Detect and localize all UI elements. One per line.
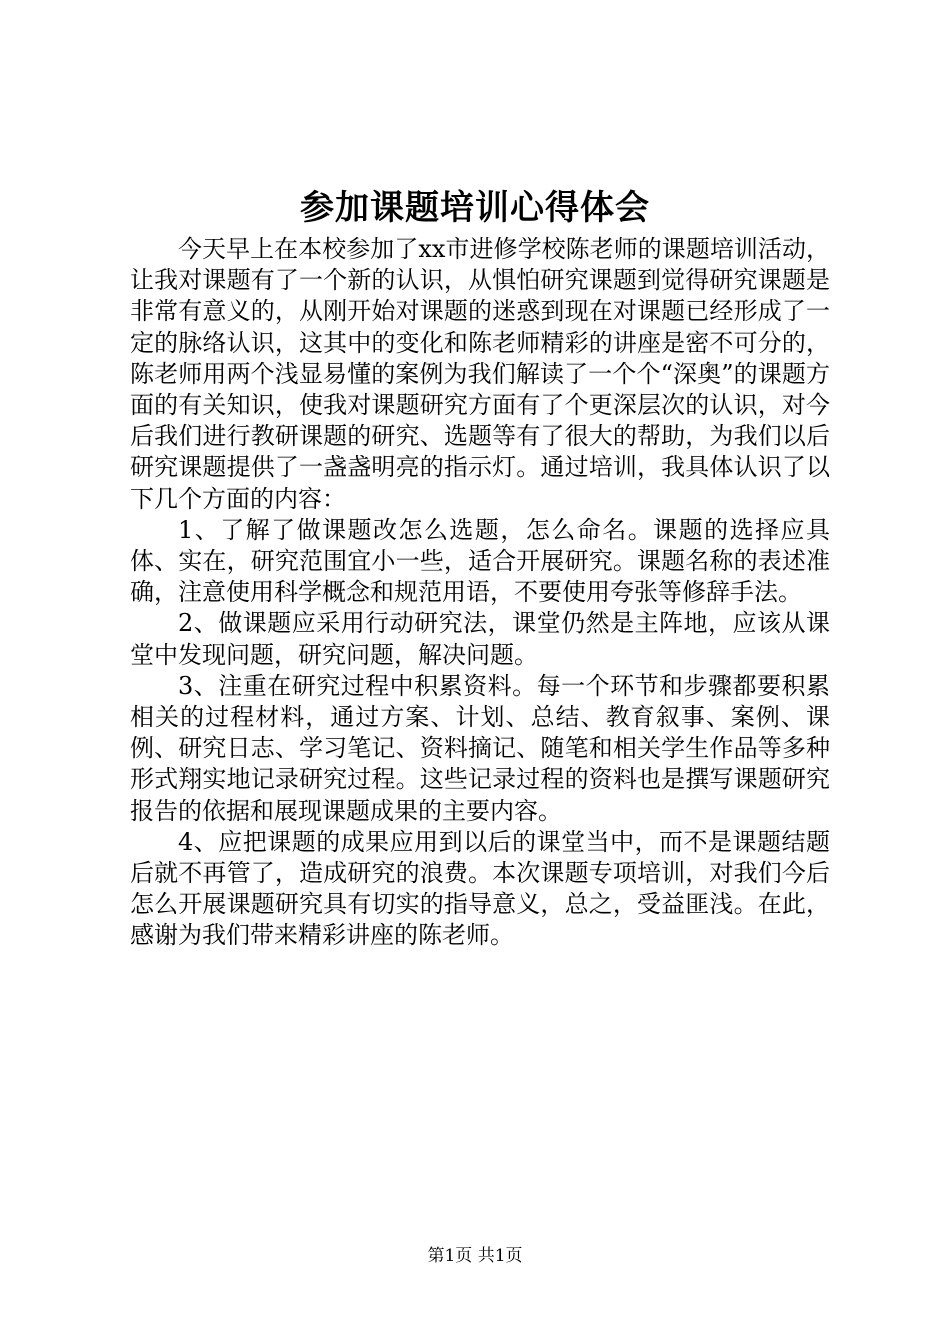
paragraph-intro: 今天早上在本校参加了xx市进修学校陈老师的课题培训活动，让我对课题有了一个新的认识，从惧怕研究课题到觉得研究课题是非常有意义的，从刚开始对课题的迷惑到现在对课题已经形成了一定的脉络认识，这其中的变化和陈老师精彩的讲座是密不可分的，陈老师用两个浅显易懂的案例为我们解读了一个个“深奥”的课题方面的有关知识，使我对课题研究方面有了个更深层次的认识，对今后我们进行教研课题的研究、选题等有了很大的帮助，为我们以后研究课题提供了一盏盏明亮的指示灯。通过培训，我具体认识了以下几个方面的内容： bbox=[130, 235, 830, 513]
paragraph-point-2: 2、做课题应采用行动研究法，课堂仍然是主阵地，应该从课堂中发现问题，研究问题，解决问题。 bbox=[130, 609, 830, 669]
paragraph-point-4: 4、应把课题的成果应用到以后的课堂当中，而不是课题结题后就不再管了，造成研究的浪费。本次课题专项培训，对我们今后怎么开展课题研究具有切实的指导意义，总之，受益匪浅。在此，感谢为我们带来精彩讲座的陈老师。 bbox=[130, 827, 830, 950]
document-body bbox=[130, 234, 830, 952]
paragraph-point-1: 1、了解了做课题改怎么选题，怎么命名。课题的选择应具体、实在，研究范围宜小一些，适合开展研究。课题名称的表述准确，注意使用科学概念和规范用语，不要使用夸张等修辞手法。 bbox=[130, 515, 830, 607]
document-title: 参加课题培训心得体会 bbox=[300, 188, 650, 228]
paragraph-point-3: 3、注重在研究过程中积累资料。每一个环节和步骤都要积累相关的过程材料，通过方案、计划、总结、教育叙事、案例、课例、研究日志、学习笔记、资料摘记、随笔和相关学生作品等多种形式翔实地记录研究过程。这些记录过程的资料也是撰写课题研究报告的依据和展现课题成果的主要内容。 bbox=[130, 671, 830, 825]
page-footer: 第1页 共1页 bbox=[427, 1246, 523, 1266]
